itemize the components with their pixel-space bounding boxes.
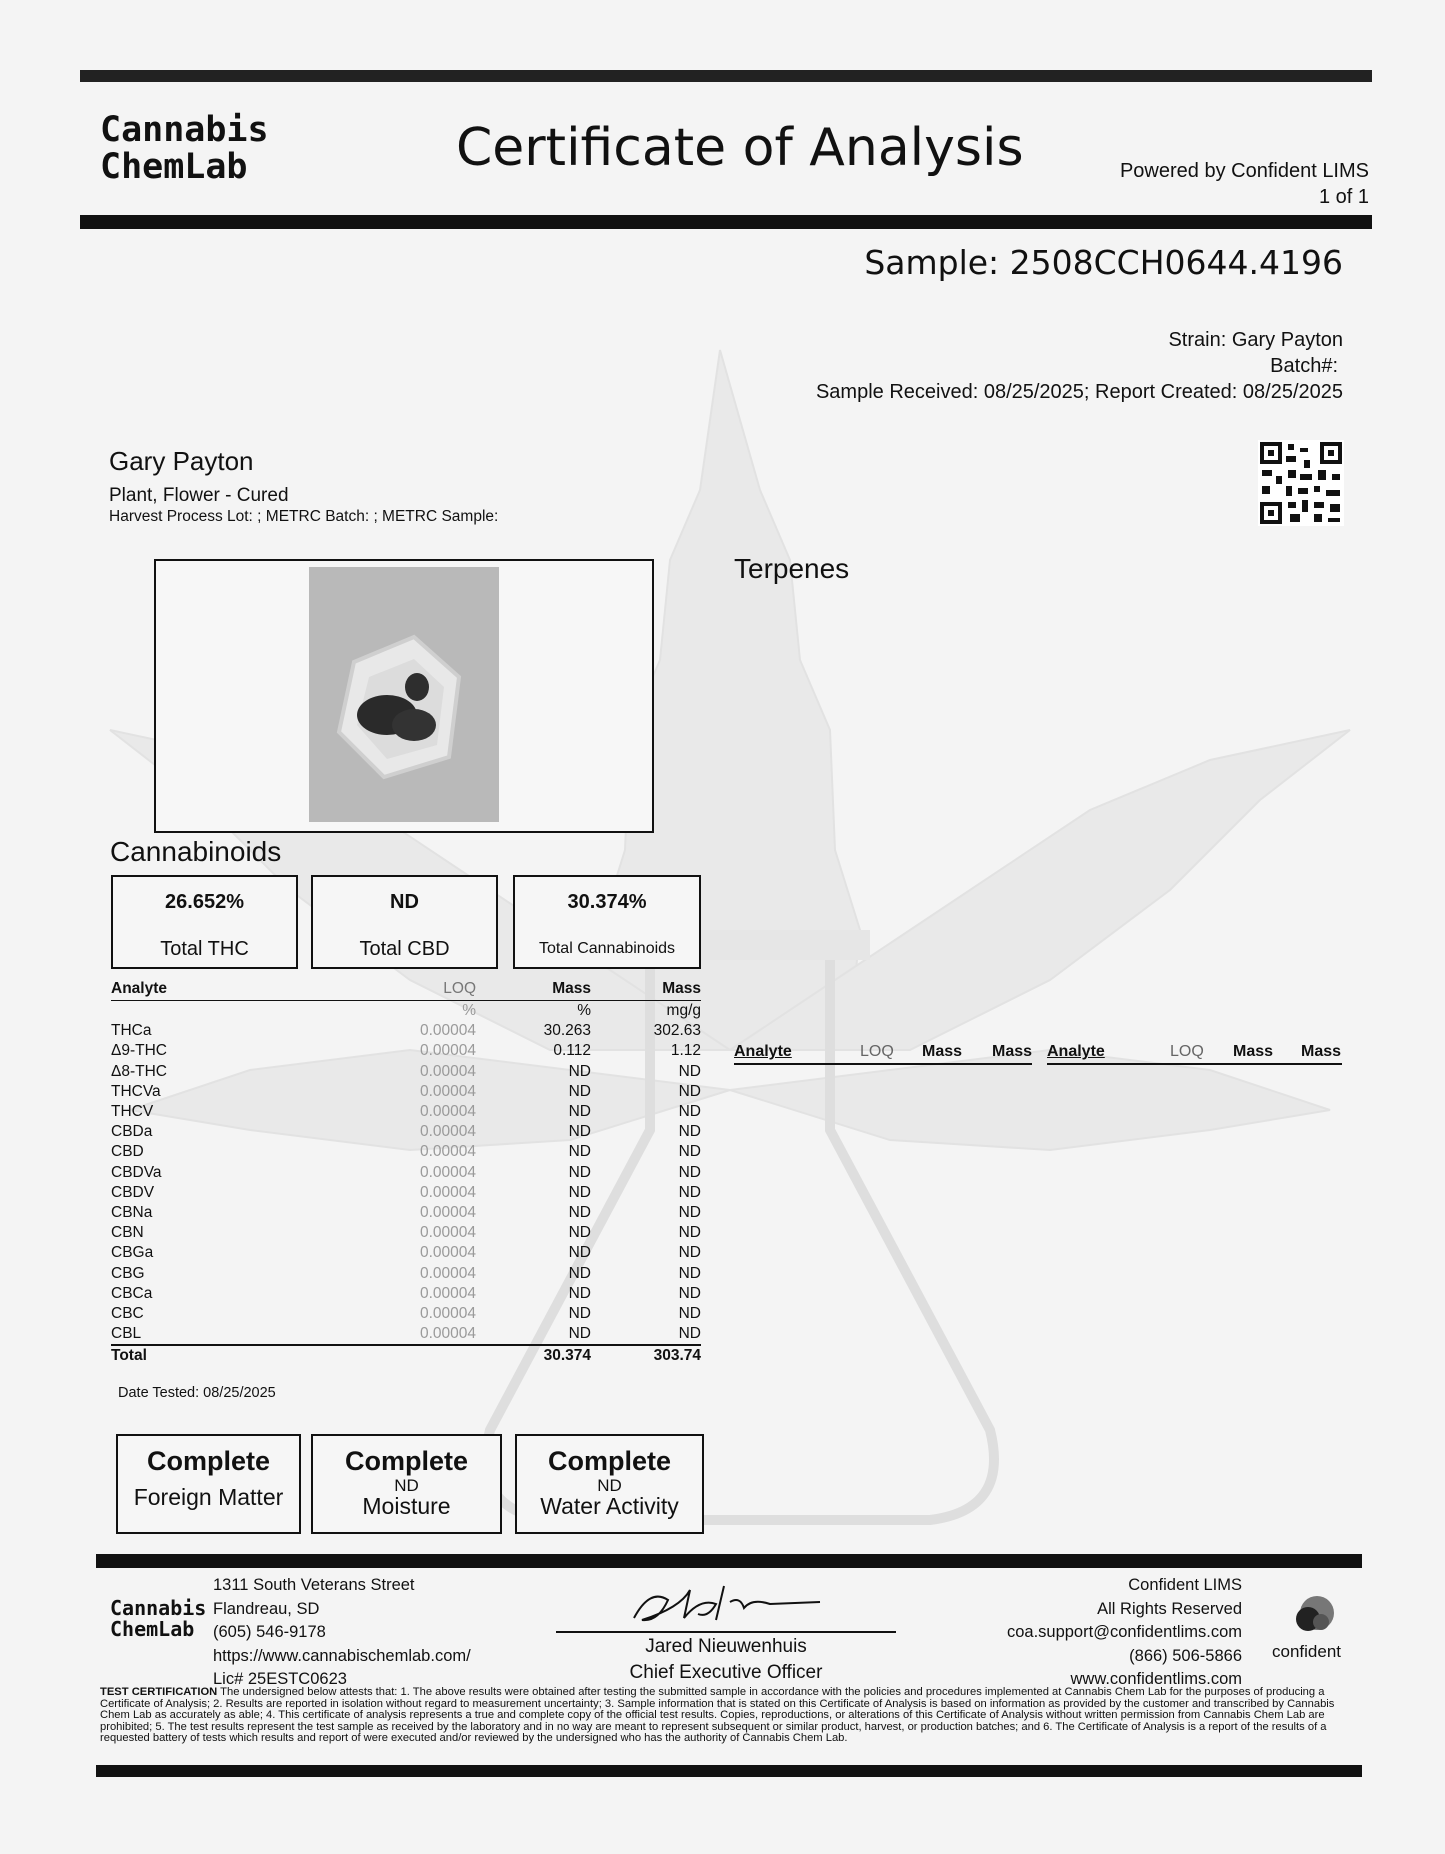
mass-pct-cell: ND bbox=[568, 1304, 591, 1322]
mass-pct-cell: ND bbox=[568, 1224, 591, 1242]
powered-by: Powered by Confident LIMS bbox=[1119, 160, 1369, 182]
strain: Strain: Gary Payton bbox=[1168, 329, 1343, 351]
signer-title: Chief Executive Officer bbox=[629, 1662, 823, 1683]
lab-logo-line1: Cannabis bbox=[100, 110, 269, 150]
mass-mg-cell: ND bbox=[678, 1203, 701, 1221]
mass-mg-cell: ND bbox=[678, 1163, 701, 1181]
table-row bbox=[111, 1223, 701, 1243]
mass-pct-cell: ND bbox=[568, 1163, 591, 1181]
loq-cell: 0.00004 bbox=[419, 1203, 476, 1221]
mass-mg-cell: 302.63 bbox=[653, 1022, 701, 1040]
mass-pct-cell: ND bbox=[568, 1284, 591, 1302]
top-rule bbox=[80, 70, 1372, 82]
mass-pct-cell: ND bbox=[568, 1325, 591, 1343]
loq-cell: 0.00004 bbox=[419, 1163, 476, 1181]
cannabinoids-table bbox=[111, 978, 701, 1366]
terp-col-mass-r1: Mass bbox=[1233, 1043, 1274, 1060]
terp-col-loq-l: LOQ bbox=[860, 1043, 894, 1060]
total-label: Total bbox=[111, 1345, 271, 1366]
lab-address1: 1311 South Veterans Street bbox=[213, 1576, 415, 1594]
table-row bbox=[111, 1062, 701, 1082]
signature bbox=[620, 1578, 840, 1628]
mass-mg-cell: ND bbox=[678, 1103, 701, 1121]
analyte-cell: CBL bbox=[111, 1325, 142, 1343]
loq-cell: 0.00004 bbox=[419, 1123, 476, 1141]
loq-cell: 0.00004 bbox=[419, 1304, 476, 1322]
mass-mg-cell: ND bbox=[678, 1264, 701, 1282]
foreign-matter-status: Complete bbox=[146, 1446, 271, 1476]
analyte-cell: CBDVa bbox=[111, 1163, 162, 1181]
analyte-cell: THCa bbox=[111, 1022, 152, 1040]
unit-mass-mg: mg/g bbox=[666, 1002, 701, 1020]
legal-text: The undersigned below attests that: 1. The above results were obtained after testing the submitted sample in accordance with the policies and procedures implemented at Cannabis Chem Lab for the purposes of producing a Certificate of Analysis; 2. Results are reported in isolation without regard to measurement uncertainty; 3. Sample information that is stated on this Certificate of Analysis is based on information as provided by the customer and transcribed by Cannabis Chem Lab as accurately as able; 4. This certificate of analysis represents a true and complete copy of the official test results. Copies, reproductions, or alterations of this Certificate of Analysis without written permission from Cannabis Chem Lab are prohibited; 5. The test results represent the test sample as received by the laboratory and in no way are meant to represent subsequent or similar product, harvest, or production batches; and 6. The Certificate of Analysis is a report of the results of a requested battery of tests which results and report of were executed and/or reviewed by the undersigned who has the authority of Cannabis Chem Lab. bbox=[100, 1686, 1335, 1744]
mass-pct-cell: ND bbox=[568, 1183, 591, 1201]
qr-code[interactable] bbox=[1258, 440, 1344, 526]
water-activity-label: Water Activity bbox=[540, 1493, 679, 1519]
cannabinoids-heading: Cannabinoids bbox=[110, 836, 282, 867]
lab-contact bbox=[213, 1574, 471, 1692]
table-row bbox=[111, 1163, 701, 1183]
col-analyte: Analyte bbox=[111, 978, 271, 1001]
mass-mg-cell: ND bbox=[678, 1284, 701, 1302]
sample-photo bbox=[309, 567, 499, 822]
test-certification bbox=[100, 1687, 1360, 1745]
mass-pct-cell: ND bbox=[568, 1123, 591, 1141]
loq-cell: 0.00004 bbox=[419, 1103, 476, 1121]
total-loq bbox=[271, 1345, 476, 1366]
terp-col-mass-l1: Mass bbox=[922, 1043, 963, 1060]
table-row bbox=[111, 1304, 701, 1324]
unit-analyte bbox=[111, 1001, 271, 1022]
loq-cell: 0.00004 bbox=[419, 1022, 476, 1040]
moisture-box bbox=[311, 1434, 502, 1534]
loq-cell: 0.00004 bbox=[419, 1183, 476, 1201]
mass-mg-cell: ND bbox=[678, 1304, 701, 1322]
unit-loq: % bbox=[462, 1002, 476, 1020]
units-row bbox=[111, 1001, 701, 1022]
sample-dates: Sample Received: 08/25/2025; Report Created: 08/25/2025 bbox=[815, 381, 1343, 403]
footer-logo-line2: ChemLab bbox=[110, 1617, 195, 1641]
lab-phone: (605) 546-9178 bbox=[213, 1623, 326, 1641]
analyte-cell: CBG bbox=[111, 1264, 145, 1282]
confident-logo-icon bbox=[1290, 1593, 1338, 1641]
table-row bbox=[111, 1324, 701, 1345]
table-row bbox=[111, 1243, 701, 1263]
footer-lab-logo bbox=[110, 1598, 206, 1640]
terp-col-mass-l2: Mass bbox=[992, 1043, 1033, 1060]
table-row bbox=[111, 1284, 701, 1304]
mass-pct-cell: ND bbox=[568, 1062, 591, 1080]
page-title: Certificate of Analysis bbox=[456, 118, 1024, 178]
analyte-cell: CBDV bbox=[111, 1183, 155, 1201]
table-row bbox=[111, 1263, 701, 1283]
lab-address2: Flandreau, SD bbox=[213, 1599, 320, 1618]
loq-cell: 0.00004 bbox=[419, 1264, 476, 1282]
mass-pct-cell: ND bbox=[568, 1203, 591, 1221]
loq-cell: 0.00004 bbox=[419, 1244, 476, 1262]
water-activity-box bbox=[515, 1434, 704, 1534]
table-row bbox=[111, 1203, 701, 1223]
mass-mg-cell: 1.12 bbox=[670, 1042, 701, 1060]
mass-mg-cell: ND bbox=[678, 1082, 701, 1100]
lims-contact bbox=[1007, 1574, 1242, 1692]
total-cbd-box bbox=[311, 875, 498, 969]
water-activity-status: Complete bbox=[547, 1446, 672, 1476]
moisture-status: Complete bbox=[344, 1446, 469, 1476]
signer-name: Jared Nieuwenhuis bbox=[645, 1636, 807, 1657]
terpenes-heading: Terpenes bbox=[734, 553, 850, 584]
mass-mg-cell: ND bbox=[678, 1244, 701, 1262]
lims-website[interactable]: www.confidentlims.com bbox=[1070, 1670, 1242, 1688]
signature-line bbox=[556, 1631, 896, 1633]
table-header-row bbox=[111, 978, 701, 1001]
total-mass-pct: 30.374 bbox=[476, 1345, 591, 1366]
foreign-matter-box bbox=[116, 1434, 301, 1534]
batch-number: Batch#: bbox=[1270, 355, 1338, 377]
mass-pct-cell: ND bbox=[568, 1103, 591, 1121]
lab-logo bbox=[100, 112, 269, 186]
table-row bbox=[111, 1041, 701, 1061]
table-row bbox=[111, 1183, 701, 1203]
mass-mg-cell: ND bbox=[678, 1224, 701, 1242]
unit-mass-pct: % bbox=[577, 1002, 591, 1020]
mass-pct-cell: 0.112 bbox=[553, 1042, 591, 1060]
product-name: Gary Payton bbox=[109, 446, 254, 476]
analyte-cell: CBN bbox=[111, 1224, 144, 1242]
mass-mg-cell: ND bbox=[678, 1123, 701, 1141]
loq-cell: 0.00004 bbox=[419, 1062, 476, 1080]
bottom-rule bbox=[96, 1765, 1362, 1777]
total-cannabinoids-box bbox=[513, 875, 701, 969]
loq-cell: 0.00004 bbox=[419, 1224, 476, 1242]
loq-cell: 0.00004 bbox=[419, 1284, 476, 1302]
sample-id: Sample: 2508CCH0644.4196 bbox=[864, 243, 1343, 282]
confident-logo-text: confident bbox=[1272, 1642, 1341, 1661]
terp-col-analyte-l: Analyte bbox=[734, 1043, 792, 1060]
total-cannabinoids-label: Total Cannabinoids bbox=[538, 940, 676, 957]
analyte-cell: CBC bbox=[111, 1304, 144, 1322]
table-row bbox=[111, 1021, 701, 1041]
analyte-cell: THCV bbox=[111, 1103, 154, 1121]
loq-cell: 0.00004 bbox=[419, 1325, 476, 1343]
table-row bbox=[111, 1142, 701, 1162]
footer-rule bbox=[96, 1554, 1362, 1568]
lab-logo-line2: ChemLab bbox=[100, 146, 248, 187]
total-mass-mg: 303.74 bbox=[591, 1345, 701, 1366]
moisture-result: ND bbox=[394, 1476, 419, 1495]
terp-col-loq-r: LOQ bbox=[1170, 1043, 1204, 1060]
lims-rights: All Rights Reserved bbox=[1097, 1599, 1242, 1618]
mass-pct-cell: ND bbox=[568, 1244, 591, 1262]
total-thc-label: Total THC bbox=[160, 938, 249, 960]
lims-name: Confident LIMS bbox=[1128, 1576, 1242, 1594]
table-row bbox=[111, 1122, 701, 1142]
table-row bbox=[111, 1102, 701, 1122]
legal-title: TEST CERTIFICATION bbox=[100, 1686, 218, 1698]
product-lots: Harvest Process Lot: ; METRC Batch: ; METRC Sample: bbox=[109, 508, 499, 525]
mass-mg-cell: ND bbox=[678, 1183, 701, 1201]
analyte-cell: CBCa bbox=[111, 1284, 153, 1302]
analyte-cell: Δ9-THC bbox=[111, 1042, 167, 1060]
footer-logo-line1: Cannabis bbox=[110, 1596, 207, 1620]
table-row bbox=[111, 1082, 701, 1102]
moisture-label: Moisture bbox=[362, 1493, 451, 1519]
mass-mg-cell: ND bbox=[678, 1325, 701, 1343]
analyte-cell: CBGa bbox=[111, 1244, 154, 1262]
terp-col-analyte-r: Analyte bbox=[1047, 1043, 1105, 1060]
header-rule bbox=[80, 215, 1372, 229]
analyte-cell: CBD bbox=[111, 1143, 144, 1161]
col-mass-mg: Mass bbox=[591, 978, 701, 1001]
total-cbd-label: Total CBD bbox=[359, 938, 450, 960]
terp-col-mass-r2: Mass bbox=[1301, 1043, 1342, 1060]
page-number: 1 of 1 bbox=[1318, 186, 1369, 208]
product-type: Plant, Flower - Cured bbox=[109, 485, 289, 506]
analyte-cell: CBNa bbox=[111, 1203, 153, 1221]
total-cannabinoids-value: 30.374% bbox=[567, 891, 647, 913]
loq-cell: 0.00004 bbox=[419, 1082, 476, 1100]
analyte-cell: THCVa bbox=[111, 1082, 161, 1100]
mass-pct-cell: ND bbox=[568, 1082, 591, 1100]
total-row bbox=[111, 1345, 701, 1366]
terpenes-rule-left bbox=[734, 1063, 1032, 1065]
date-tested: Date Tested: 08/25/2025 bbox=[118, 1385, 276, 1401]
foreign-matter-label: Foreign Matter bbox=[133, 1484, 284, 1510]
water-activity-result: ND bbox=[597, 1476, 622, 1495]
terpenes-rule-right bbox=[1047, 1063, 1342, 1065]
total-thc-value: 26.652% bbox=[165, 891, 244, 913]
col-mass-pct: Mass bbox=[476, 978, 591, 1001]
mass-mg-cell: ND bbox=[678, 1143, 701, 1161]
lab-website[interactable]: https://www.cannabischemlab.com/ bbox=[213, 1646, 471, 1665]
loq-cell: 0.00004 bbox=[419, 1042, 476, 1060]
total-thc-box bbox=[111, 875, 298, 969]
loq-cell: 0.00004 bbox=[419, 1143, 476, 1161]
mass-pct-cell: ND bbox=[568, 1143, 591, 1161]
lims-phone: (866) 506-5866 bbox=[1129, 1646, 1242, 1665]
mass-mg-cell: ND bbox=[678, 1062, 701, 1080]
mass-pct-cell: 30.263 bbox=[543, 1022, 591, 1040]
analyte-cell: CBDa bbox=[111, 1123, 153, 1141]
analyte-cell: Δ8-THC bbox=[111, 1062, 167, 1080]
mass-pct-cell: ND bbox=[568, 1264, 591, 1282]
lab-license: Lic# 25ESTC0623 bbox=[213, 1670, 347, 1688]
col-loq: LOQ bbox=[271, 978, 476, 1001]
total-cbd-value: ND bbox=[390, 891, 419, 913]
lims-email[interactable]: coa.support@confidentlims.com bbox=[1006, 1623, 1242, 1641]
